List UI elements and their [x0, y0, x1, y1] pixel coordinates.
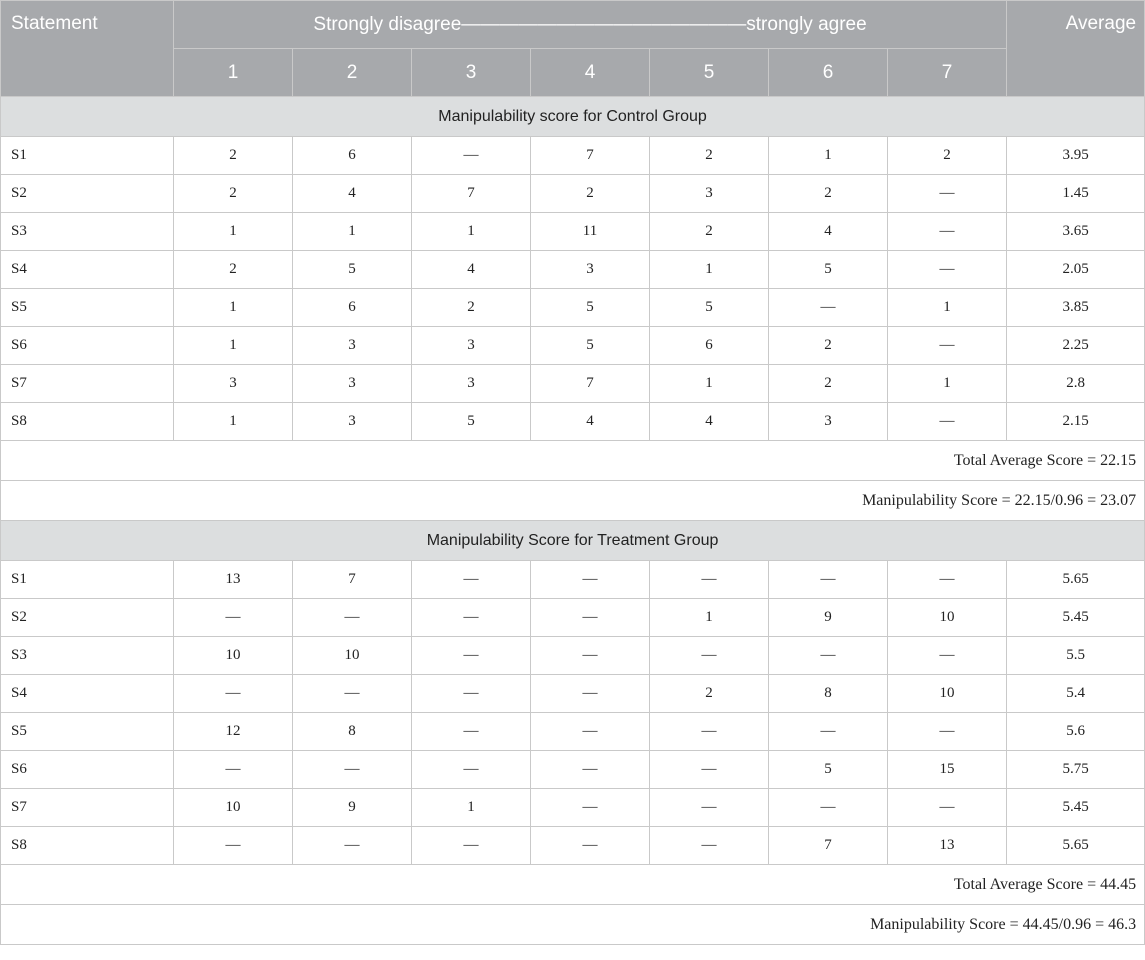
response-count-cell: 7 — [531, 137, 650, 175]
response-count-cell: — — [412, 675, 531, 713]
control-total-average: Total Average Score = 22.15 — [1, 441, 1145, 481]
table-row — [1, 289, 1145, 327]
response-count-cell: — — [888, 213, 1007, 251]
table-row — [1, 713, 1145, 751]
average-cell: 5.5 — [1007, 637, 1145, 675]
response-count-cell: 3 — [531, 251, 650, 289]
average-cell: 5.6 — [1007, 713, 1145, 751]
control-manipulability-score: Manipulability Score = 22.15/0.96 = 23.07 — [1, 481, 1145, 521]
scale-point-5: 5 — [650, 49, 769, 97]
table-row — [1, 789, 1145, 827]
response-count-cell: — — [531, 599, 650, 637]
response-count-cell: — — [769, 713, 888, 751]
response-count-cell: — — [531, 713, 650, 751]
response-count-cell: — — [769, 289, 888, 327]
response-count-cell: 5 — [293, 251, 412, 289]
response-count-cell: 2 — [769, 327, 888, 365]
response-count-cell: — — [412, 751, 531, 789]
response-count-cell: — — [531, 561, 650, 599]
response-count-cell: — — [769, 637, 888, 675]
statement-cell: S1 — [1, 561, 174, 599]
response-count-cell: — — [412, 137, 531, 175]
response-count-cell: 1 — [412, 789, 531, 827]
response-count-cell: — — [174, 751, 293, 789]
response-count-cell: 3 — [650, 175, 769, 213]
response-count-cell: 5 — [769, 251, 888, 289]
response-count-cell: 10 — [888, 599, 1007, 637]
response-count-cell: — — [650, 637, 769, 675]
scale-point-7: 7 — [888, 49, 1007, 97]
response-count-cell: 5 — [769, 751, 888, 789]
response-count-cell: 1 — [888, 365, 1007, 403]
response-count-cell: 9 — [293, 789, 412, 827]
response-count-cell: — — [412, 599, 531, 637]
average-cell: 1.45 — [1007, 175, 1145, 213]
response-count-cell: 5 — [412, 403, 531, 441]
table-row — [1, 175, 1145, 213]
response-count-cell: 2 — [174, 137, 293, 175]
response-count-cell: — — [650, 751, 769, 789]
statement-cell: S7 — [1, 789, 174, 827]
control-score-row — [1, 481, 1145, 521]
statement-cell: S6 — [1, 327, 174, 365]
scale-point-6: 6 — [769, 49, 888, 97]
response-count-cell: — — [412, 561, 531, 599]
response-count-cell: 1 — [769, 137, 888, 175]
response-count-cell: 2 — [650, 213, 769, 251]
response-count-cell: 13 — [174, 561, 293, 599]
statement-cell: S1 — [1, 137, 174, 175]
statement-header: Statement — [1, 1, 174, 97]
response-count-cell: 12 — [174, 713, 293, 751]
response-count-cell: — — [650, 561, 769, 599]
response-count-cell: 3 — [293, 365, 412, 403]
average-cell: 5.4 — [1007, 675, 1145, 713]
response-count-cell: 7 — [293, 561, 412, 599]
treatment-section-title: Manipulability Score for Treatment Group — [1, 521, 1145, 561]
statement-cell: S8 — [1, 403, 174, 441]
response-count-cell: — — [650, 827, 769, 865]
response-count-cell: — — [888, 175, 1007, 213]
response-count-cell: 5 — [531, 327, 650, 365]
response-count-cell: 4 — [531, 403, 650, 441]
response-count-cell: — — [293, 599, 412, 637]
statement-cell: S6 — [1, 751, 174, 789]
treatment-manipulability-score: Manipulability Score = 44.45/0.96 = 46.3 — [1, 905, 1145, 945]
response-count-cell: 2 — [174, 251, 293, 289]
response-count-cell: — — [412, 827, 531, 865]
response-count-cell: 2 — [650, 675, 769, 713]
table-row — [1, 675, 1145, 713]
response-count-cell: 10 — [888, 675, 1007, 713]
response-count-cell: 13 — [888, 827, 1007, 865]
response-count-cell: 9 — [769, 599, 888, 637]
treatment-score-row — [1, 905, 1145, 945]
response-count-cell: 1 — [650, 365, 769, 403]
response-count-cell: 6 — [293, 289, 412, 327]
response-count-cell: 2 — [531, 175, 650, 213]
response-count-cell: — — [174, 599, 293, 637]
response-count-cell: — — [293, 751, 412, 789]
response-count-cell: — — [888, 713, 1007, 751]
scale-point-4: 4 — [531, 49, 650, 97]
table-row — [1, 403, 1145, 441]
scale-point-1: 1 — [174, 49, 293, 97]
treatment-total-row — [1, 865, 1145, 905]
average-cell: 5.45 — [1007, 599, 1145, 637]
response-count-cell: 1 — [650, 599, 769, 637]
scale-point-2: 2 — [293, 49, 412, 97]
response-count-cell: 1 — [888, 289, 1007, 327]
response-count-cell: 1 — [174, 327, 293, 365]
control-section-row — [1, 97, 1145, 137]
average-cell: 2.05 — [1007, 251, 1145, 289]
average-cell: 5.45 — [1007, 789, 1145, 827]
table-row — [1, 637, 1145, 675]
response-count-cell: 1 — [174, 213, 293, 251]
response-count-cell: 3 — [412, 365, 531, 403]
statement-cell: S8 — [1, 827, 174, 865]
response-count-cell: 6 — [650, 327, 769, 365]
scale-point-3: 3 — [412, 49, 531, 97]
table-row — [1, 751, 1145, 789]
response-count-cell: — — [888, 327, 1007, 365]
control-section-title: Manipulability score for Control Group — [1, 97, 1145, 137]
average-cell: 5.75 — [1007, 751, 1145, 789]
statement-cell: S2 — [1, 599, 174, 637]
response-count-cell: — — [888, 561, 1007, 599]
statement-cell: S4 — [1, 251, 174, 289]
response-count-cell: 7 — [531, 365, 650, 403]
response-count-cell: 10 — [174, 789, 293, 827]
average-cell: 5.65 — [1007, 561, 1145, 599]
response-count-cell: 1 — [412, 213, 531, 251]
response-count-cell: 1 — [650, 251, 769, 289]
response-count-cell: 1 — [174, 289, 293, 327]
response-count-cell: 4 — [293, 175, 412, 213]
table-row — [1, 251, 1145, 289]
statement-cell: S5 — [1, 289, 174, 327]
table-header — [1, 1, 1145, 97]
scale-header: Strongly disagree———————————————strongly agree — [174, 1, 1007, 49]
response-count-cell: — — [888, 251, 1007, 289]
response-count-cell: — — [769, 789, 888, 827]
response-count-cell: 3 — [769, 403, 888, 441]
table-row — [1, 137, 1145, 175]
response-count-cell: 3 — [412, 327, 531, 365]
statement-cell: S7 — [1, 365, 174, 403]
response-count-cell: — — [769, 561, 888, 599]
average-cell: 3.95 — [1007, 137, 1145, 175]
response-count-cell: 5 — [531, 289, 650, 327]
response-count-cell: 7 — [769, 827, 888, 865]
response-count-cell: — — [531, 827, 650, 865]
response-count-cell: — — [531, 637, 650, 675]
response-count-cell: 2 — [174, 175, 293, 213]
response-count-cell: 1 — [293, 213, 412, 251]
statement-cell: S3 — [1, 213, 174, 251]
response-count-cell: 5 — [650, 289, 769, 327]
statement-cell: S5 — [1, 713, 174, 751]
average-cell: 2.8 — [1007, 365, 1145, 403]
table-row — [1, 599, 1145, 637]
response-count-cell: — — [174, 827, 293, 865]
response-count-cell: — — [531, 675, 650, 713]
response-count-cell: 2 — [650, 137, 769, 175]
response-count-cell: — — [412, 713, 531, 751]
response-count-cell: — — [531, 789, 650, 827]
response-count-cell: — — [293, 675, 412, 713]
response-count-cell: 4 — [769, 213, 888, 251]
average-header: Average — [1007, 1, 1145, 97]
response-count-cell: 4 — [412, 251, 531, 289]
table-row — [1, 365, 1145, 403]
response-count-cell: — — [531, 751, 650, 789]
control-total-row — [1, 441, 1145, 481]
table-body — [1, 97, 1145, 945]
response-count-cell: — — [888, 403, 1007, 441]
response-count-cell: — — [650, 789, 769, 827]
response-count-cell: 11 — [531, 213, 650, 251]
statement-cell: S4 — [1, 675, 174, 713]
response-count-cell: 8 — [293, 713, 412, 751]
table-row — [1, 213, 1145, 251]
response-count-cell: — — [293, 827, 412, 865]
response-count-cell: 3 — [293, 403, 412, 441]
response-count-cell: — — [888, 789, 1007, 827]
average-cell: 3.85 — [1007, 289, 1145, 327]
response-count-cell: 2 — [888, 137, 1007, 175]
average-cell: 5.65 — [1007, 827, 1145, 865]
table-row — [1, 327, 1145, 365]
response-count-cell: 8 — [769, 675, 888, 713]
response-count-cell: — — [412, 637, 531, 675]
response-count-cell: 4 — [650, 403, 769, 441]
response-count-cell: 2 — [412, 289, 531, 327]
table-row — [1, 827, 1145, 865]
response-count-cell: 10 — [174, 637, 293, 675]
response-count-cell: 2 — [769, 175, 888, 213]
statement-cell: S3 — [1, 637, 174, 675]
table-row — [1, 561, 1145, 599]
response-count-cell: 3 — [174, 365, 293, 403]
treatment-section-row — [1, 521, 1145, 561]
statement-cell: S2 — [1, 175, 174, 213]
response-count-cell: 3 — [293, 327, 412, 365]
response-count-cell: — — [174, 675, 293, 713]
response-count-cell: 2 — [769, 365, 888, 403]
response-count-cell: 15 — [888, 751, 1007, 789]
response-count-cell: — — [650, 713, 769, 751]
response-count-cell: 1 — [174, 403, 293, 441]
response-count-cell: 10 — [293, 637, 412, 675]
average-cell: 2.15 — [1007, 403, 1145, 441]
response-count-cell: 7 — [412, 175, 531, 213]
average-cell: 2.25 — [1007, 327, 1145, 365]
response-count-cell: 6 — [293, 137, 412, 175]
treatment-total-average: Total Average Score = 44.45 — [1, 865, 1145, 905]
response-count-cell: — — [888, 637, 1007, 675]
average-cell: 3.65 — [1007, 213, 1145, 251]
